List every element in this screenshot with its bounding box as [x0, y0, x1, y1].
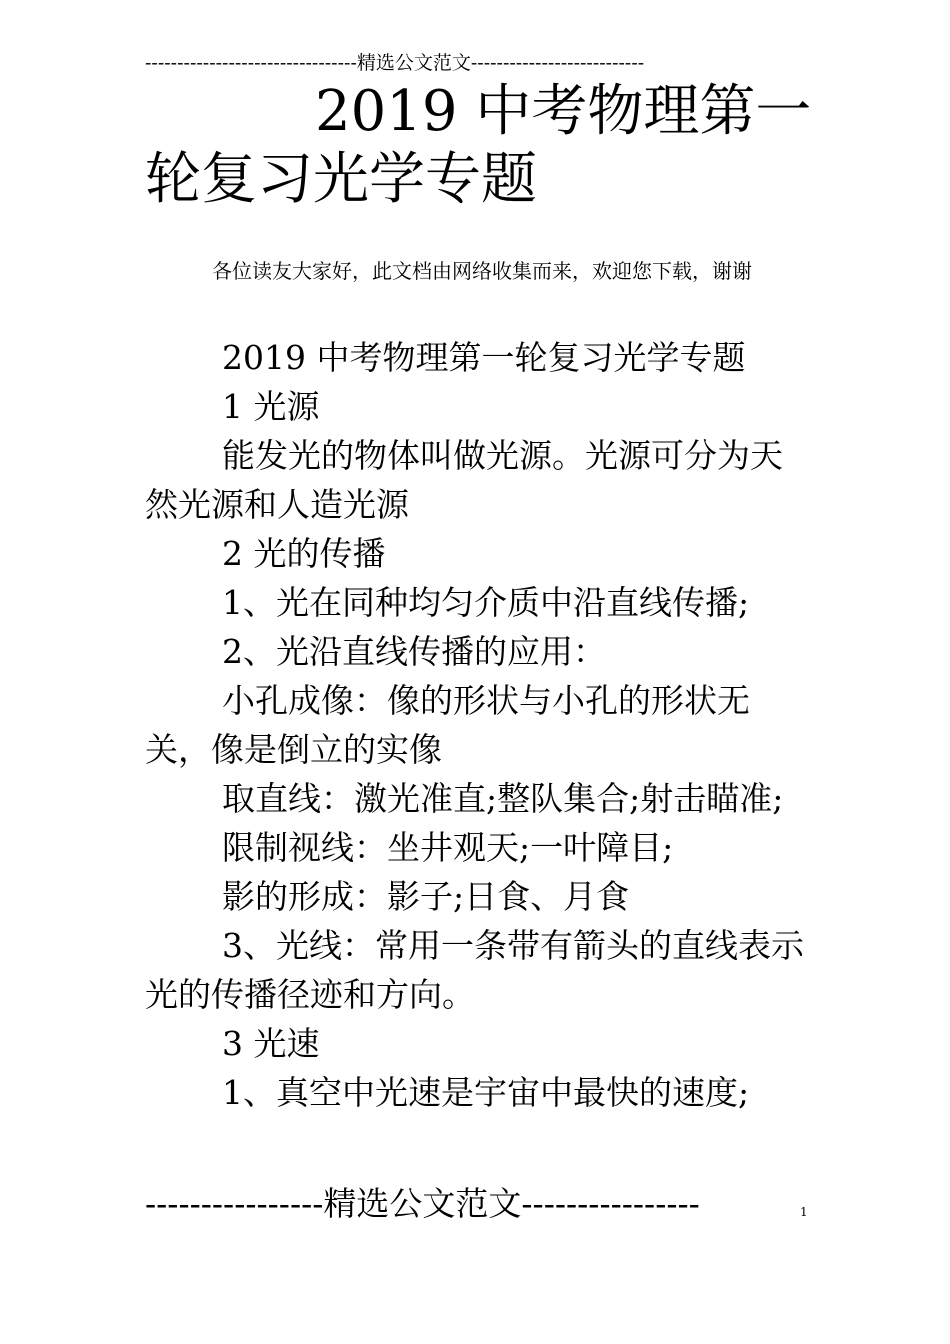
- paragraph: 1、光在同种均匀介质中沿直线传播;: [222, 583, 750, 622]
- paragraph-heading: 2019 中考物理第一轮复习光学专题: [222, 338, 746, 377]
- page-number: 1: [800, 1205, 808, 1219]
- paragraph: 限制视线：坐井观天;一叶障目;: [222, 828, 674, 867]
- paragraph: 小孔成像：像的形状与小孔的形状无关，像是倒立的实像: [145, 681, 750, 769]
- paragraph: 2、光沿直线传播的应用：: [222, 632, 606, 671]
- document-title: [145, 78, 815, 214]
- title-line-1: 2019 中考物理第一: [315, 79, 812, 144]
- page-header: ---------------------------------精选公文范文---------------------------: [145, 52, 645, 74]
- paragraph: 1、真空中光速是宇宙中最快的速度;: [222, 1073, 750, 1112]
- page-footer: ----------------精选公文范文----------------: [145, 1184, 700, 1223]
- section-heading: 2 光的传播: [222, 534, 386, 573]
- paragraph: 影的形成：影子;日食、月食: [222, 877, 630, 916]
- paragraph: 能发光的物体叫做光源。光源可分为天然光源和人造光源: [145, 436, 783, 524]
- section-heading: 3 光速: [222, 1024, 320, 1063]
- paragraph: 取直线：激光准直;整队集合;射击瞄准;: [222, 779, 784, 818]
- greeting-text: 各位读友大家好，此文档由网络收集而来，欢迎您下载，谢谢: [212, 259, 752, 283]
- title-line-2: 轮复习光学专题: [145, 147, 537, 212]
- section-heading: 1 光源: [222, 387, 320, 426]
- paragraph: 3、光线：常用一条带有箭头的直线表示光的传播径迹和方向。: [145, 926, 804, 1014]
- document-body: [145, 333, 815, 1117]
